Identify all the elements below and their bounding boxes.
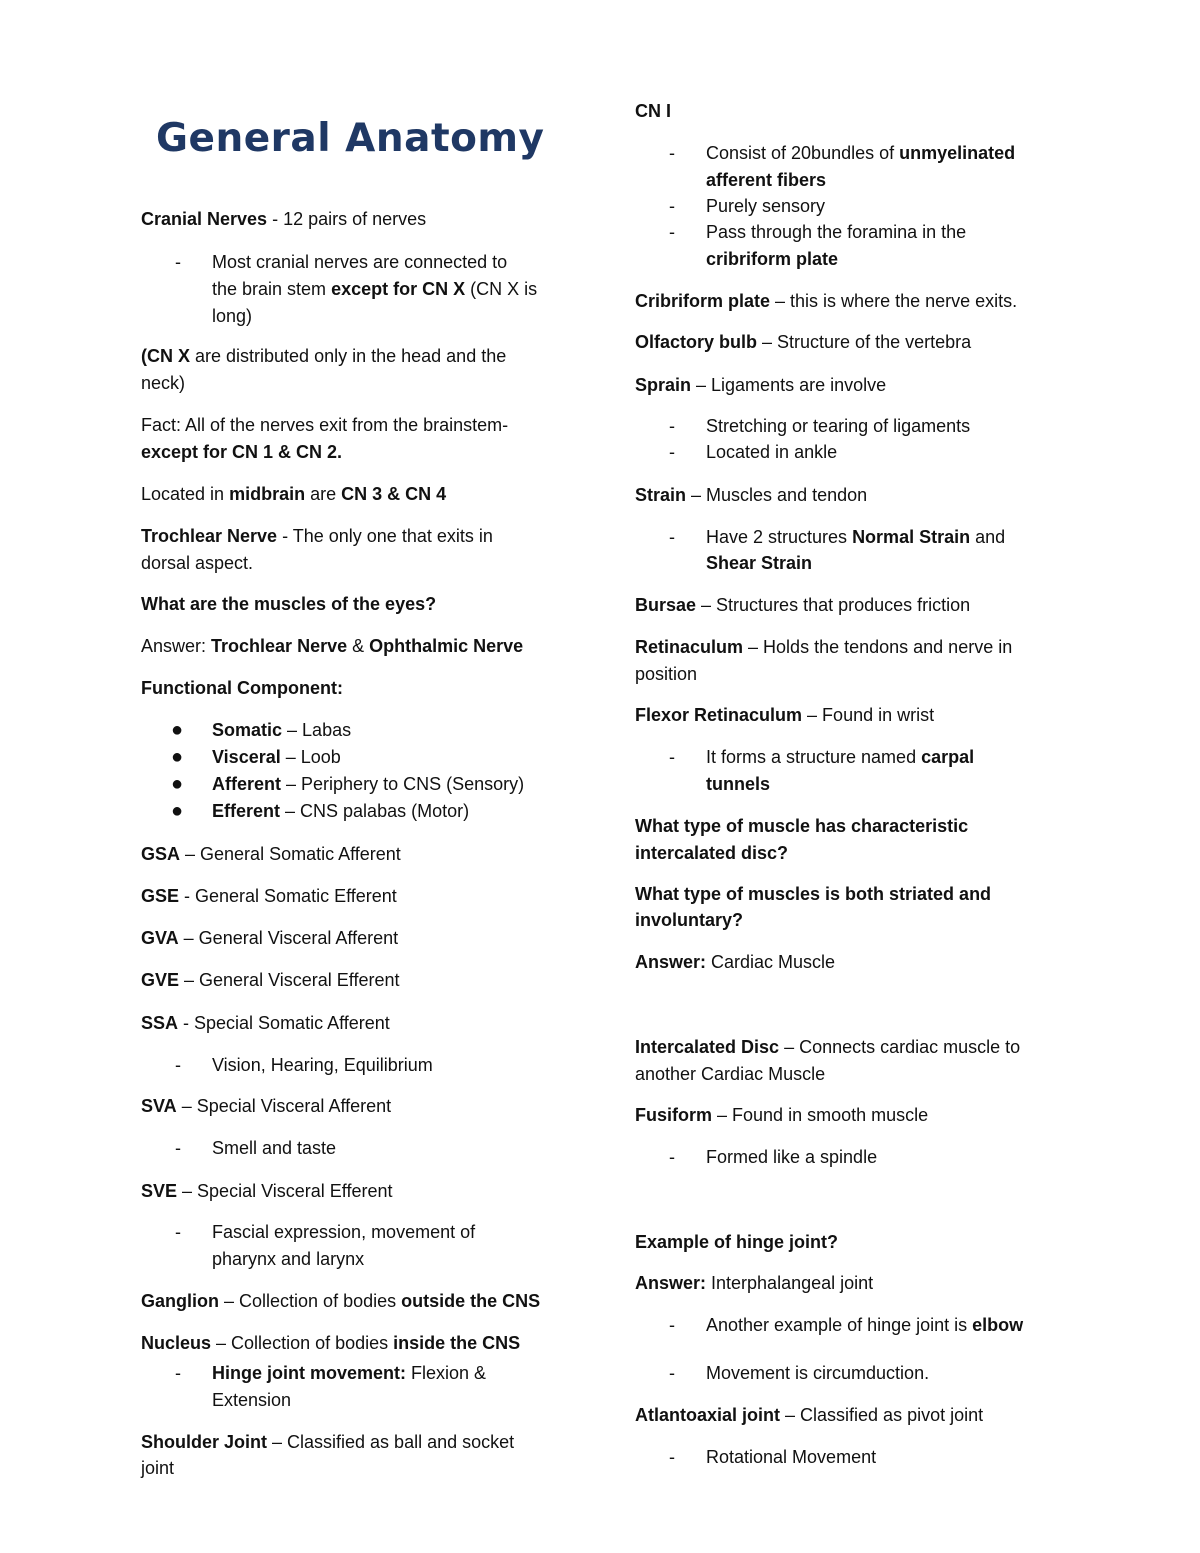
dash-marker: - xyxy=(669,1147,675,1167)
list-item: Rotational Movement xyxy=(706,1447,877,1467)
dash-marker: - xyxy=(669,196,675,216)
bullet-marker: ● xyxy=(171,719,184,741)
gsa-definition: GSA – General Somatic Afferent xyxy=(141,844,401,864)
list-item: Efferent – CNS palabas (Motor) xyxy=(212,801,470,821)
dash-marker: - xyxy=(669,1315,675,1335)
dash-marker: - xyxy=(669,1363,675,1383)
cnx-note-cont: neck) xyxy=(141,373,186,393)
question-striated: What type of muscles is both striated and xyxy=(635,884,992,904)
question-eyes: What are the muscles of the eyes? xyxy=(141,594,437,614)
list-item: Most cranial nerves are connected to xyxy=(212,252,508,272)
shoulder-joint-definition-cont: joint xyxy=(141,1458,175,1478)
gse-definition: GSE - General Somatic Efferent xyxy=(141,886,397,906)
olfactory-definition: Olfactory bulb – Structure of the vertebra xyxy=(635,332,972,352)
atlantoaxial-definition: Atlantoaxial joint – Classified as pivot joint xyxy=(635,1405,984,1425)
fact-text-cont: except for CN 1 & CN 2. xyxy=(141,442,343,462)
list-item: Pass through the foramina in the xyxy=(706,222,967,242)
dash-marker: - xyxy=(669,222,675,242)
flexor-retinaculum-definition: Flexor Retinaculum – Found in wrist xyxy=(635,705,935,725)
list-item: Consist of 20bundles of unmyelinated xyxy=(706,143,1016,163)
list-item-cont: Extension xyxy=(212,1390,292,1410)
page-title: General Anatomy xyxy=(156,116,545,161)
bullet-marker: ● xyxy=(171,773,184,795)
list-item: Formed like a spindle xyxy=(706,1147,878,1167)
list-item: Smell and taste xyxy=(212,1138,337,1158)
dash-marker: - xyxy=(669,747,675,767)
list-item-cont: Shear Strain xyxy=(706,553,813,573)
intercalated-disc-definition-cont: another Cardiac Muscle xyxy=(635,1064,826,1084)
question-hinge-joint: Example of hinge joint? xyxy=(635,1232,839,1252)
sve-definition: SVE – Special Visceral Efferent xyxy=(141,1181,393,1201)
intercalated-disc-definition: Intercalated Disc – Connects cardiac muscle to xyxy=(635,1037,1021,1057)
question-intercalated-disc-cont: intercalated disc? xyxy=(635,843,789,863)
answer-cardiac: Answer: Cardiac Muscle xyxy=(635,952,836,972)
retinaculum-definition: Retinaculum – Holds the tendons and nerve in xyxy=(635,637,1013,657)
functional-component-heading: Functional Component: xyxy=(141,678,343,698)
list-item: Vision, Hearing, Equilibrium xyxy=(212,1055,433,1075)
ganglion-definition: Ganglion – Collection of bodies outside the CNS xyxy=(141,1291,541,1311)
dash-marker: - xyxy=(175,1138,181,1158)
dash-marker: - xyxy=(175,1055,181,1075)
dash-marker: - xyxy=(175,1222,181,1242)
gva-definition: GVA – General Visceral Afferent xyxy=(141,928,399,948)
fact-text: Fact: All of the nerves exit from the brainstem- xyxy=(141,415,509,435)
cnx-note: (CN X are distributed only in the head and the xyxy=(141,346,507,366)
list-item: Fascial expression, movement of xyxy=(212,1222,476,1242)
list-item-cont: the brain stem except for CN X (CN X is xyxy=(212,279,538,299)
trochlear-definition: Trochlear Nerve - The only one that exits in xyxy=(141,526,493,546)
list-item-cont: cribriform plate xyxy=(706,249,839,269)
list-item: Purely sensory xyxy=(706,196,826,216)
cribriform-definition: Cribriform plate – this is where the nerve exits. xyxy=(635,291,1018,311)
cranial-nerves-heading: Cranial Nerves - 12 pairs of nerves xyxy=(141,209,427,229)
strain-definition: Strain – Muscles and tendon xyxy=(635,485,868,505)
cn1-heading: CN I xyxy=(635,101,671,121)
located-text: Located in midbrain are CN 3 & CN 4 xyxy=(141,484,447,504)
dash-marker: - xyxy=(669,416,675,436)
list-item-cont: tunnels xyxy=(706,774,771,794)
gve-definition: GVE – General Visceral Efferent xyxy=(141,970,400,990)
dash-marker: - xyxy=(669,143,675,163)
bullet-marker: ● xyxy=(171,746,184,768)
sprain-definition: Sprain – Ligaments are involve xyxy=(635,375,887,395)
list-item: Another example of hinge joint is elbow xyxy=(706,1315,1024,1335)
dash-marker: - xyxy=(175,1363,181,1383)
shoulder-joint-definition: Shoulder Joint – Classified as ball and socket xyxy=(141,1432,515,1452)
list-item: It forms a structure named carpal xyxy=(706,747,975,767)
retinaculum-definition-cont: position xyxy=(635,664,698,684)
list-item: Movement is circumduction. xyxy=(706,1363,930,1383)
answer-eyes: Answer: Trochlear Nerve & Ophthalmic Nerve xyxy=(141,636,524,656)
list-item-cont: pharynx and larynx xyxy=(212,1249,365,1269)
list-item-cont: long) xyxy=(212,306,253,326)
answer-hinge-joint: Answer: Interphalangeal joint xyxy=(635,1273,874,1293)
list-item: Hinge joint movement: Flexion & xyxy=(212,1363,487,1383)
question-intercalated-disc: What type of muscle has characteristic xyxy=(635,816,969,836)
list-item: Afferent – Periphery to CNS (Sensory) xyxy=(212,774,525,794)
dash-marker: - xyxy=(669,1447,675,1467)
list-item: Stretching or tearing of ligaments xyxy=(706,416,971,436)
sva-definition: SVA – Special Visceral Afferent xyxy=(141,1096,392,1116)
list-item-cont: afferent fibers xyxy=(706,170,827,190)
list-item: Somatic – Labas xyxy=(212,720,352,740)
question-striated-cont: involuntary? xyxy=(635,910,744,930)
list-item: Located in ankle xyxy=(706,442,838,462)
fusiform-definition: Fusiform – Found in smooth muscle xyxy=(635,1105,929,1125)
list-item: Visceral – Loob xyxy=(212,747,341,767)
dash-marker: - xyxy=(669,442,675,462)
trochlear-definition-cont: dorsal aspect. xyxy=(141,553,254,573)
list-item: Have 2 structures Normal Strain and xyxy=(706,527,1006,547)
bursae-definition: Bursae – Structures that produces friction xyxy=(635,595,971,615)
dash-marker: - xyxy=(175,252,181,272)
nucleus-definition: Nucleus – Collection of bodies inside the CNS xyxy=(141,1333,521,1353)
dash-marker: - xyxy=(669,527,675,547)
bullet-marker: ● xyxy=(171,800,184,822)
ssa-definition: SSA - Special Somatic Afferent xyxy=(141,1013,390,1033)
